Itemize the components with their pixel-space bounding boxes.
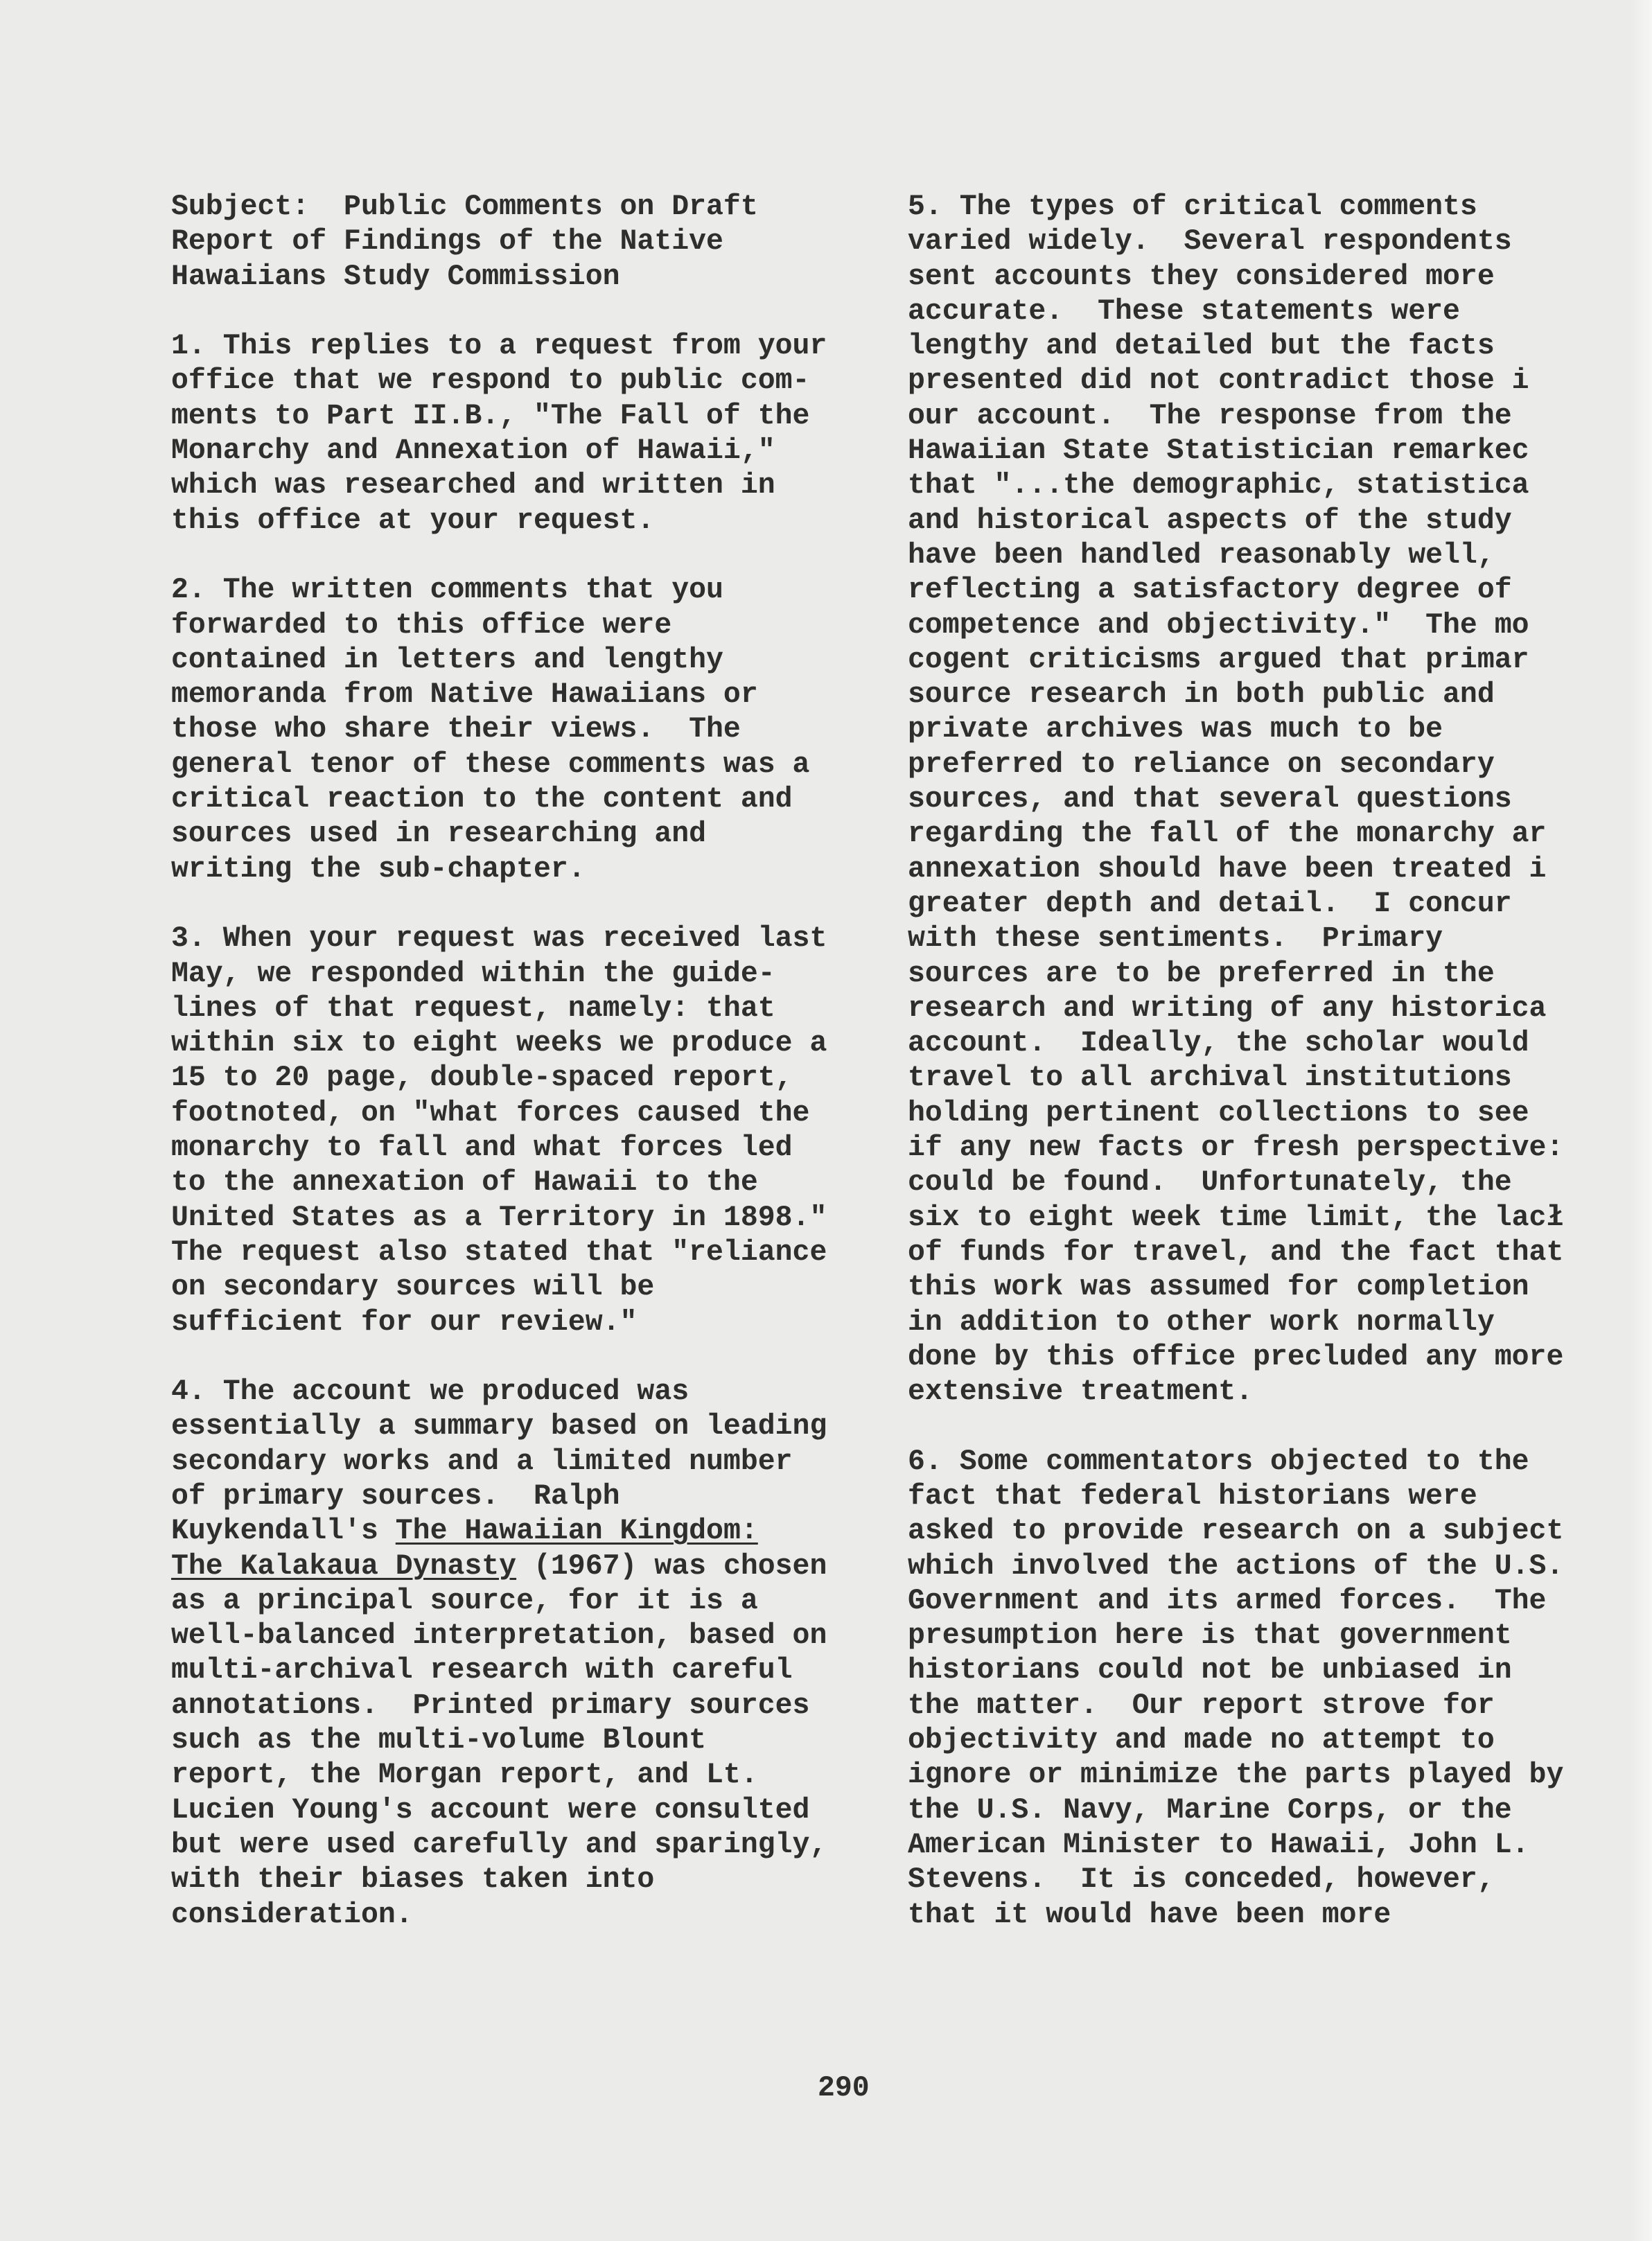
text-line: which involved the actions of the U.S. (908, 1549, 1564, 1583)
text-line: Stevens. It is conceded, however, (908, 1863, 1495, 1897)
text-line: lines of that request, namely: that (171, 992, 775, 1025)
text-line: 4. The account we produced was (171, 1376, 689, 1409)
text-line: objectivity and made no attempt to (908, 1724, 1495, 1757)
text-line: and historical aspects of the study (908, 504, 1512, 537)
text-line: extensive treatment. (908, 1376, 1254, 1409)
text-line: research and writing of any historica (908, 992, 1547, 1025)
text-line: with these sentiments. Primary (908, 922, 1443, 956)
text-line: as a principal source, for it is a (171, 1584, 758, 1617)
text-line: ignore or minimize the parts played by (908, 1759, 1564, 1792)
text-line: such as the multi-volume Blount (171, 1724, 707, 1757)
text-line: sources used in researching and (171, 818, 707, 851)
text-line: done by this office precluded any more (908, 1340, 1564, 1373)
text-line: holding pertinent collections to see (908, 1096, 1529, 1130)
text-line: competence and objectivity." The mo (908, 608, 1529, 642)
text-line: ments to Part II.B., "The Fall of the (171, 399, 810, 432)
text-line: office that we respond to public com- (171, 364, 810, 398)
text-line: May, we responded within the guide- (171, 957, 775, 990)
text-line: to the annexation of Hawaii to the (171, 1166, 758, 1199)
text-line (171, 1549, 827, 1584)
underlined-title: The Hawaiian Kingdom: (395, 1515, 758, 1548)
text-line: that "...the demographic, statistica (908, 469, 1529, 502)
text-line: Monarchy and Annexation of Hawaii," (171, 434, 775, 468)
text-line: footnoted, on "what forces caused the (171, 1096, 810, 1130)
text-line: monarchy to fall and what forces led (171, 1132, 793, 1165)
text-segment: Kuykendall's (171, 1515, 396, 1548)
underlined-title: The Kalakaua Dynasty (171, 1549, 517, 1583)
text-line: multi-archival research with careful (171, 1654, 793, 1687)
text-line: sources are to be preferred in the (908, 957, 1495, 990)
text-line: general tenor of these comments was a (171, 748, 810, 781)
text-line: have been handled reasonably well, (908, 538, 1495, 572)
text-line: with their biases taken into (171, 1863, 655, 1897)
text-line: varied widely. Several respondents (908, 225, 1512, 258)
text-line: memoranda from Native Hawaiians or (171, 678, 758, 712)
text-line: contained in letters and lengthy (171, 643, 723, 676)
text-line: that it would have been more (908, 1898, 1391, 1931)
text-line: essentially a summary based on leading (171, 1410, 827, 1443)
text-line: our account. The response from the (908, 399, 1512, 432)
text-line: this office at your request. (171, 504, 655, 537)
text-line: the U.S. Navy, Marine Corps, or the (908, 1793, 1512, 1827)
text-line: sufficient for our review." (171, 1306, 638, 1339)
text-line: secondary works and a limited number (171, 1445, 793, 1478)
text-line: cogent criticisms argued that primar (908, 643, 1529, 676)
text-line: presented did not contradict those i (908, 364, 1529, 398)
right-column (908, 190, 1563, 1967)
text-line: presumption here is that government (908, 1619, 1512, 1653)
paragraph (171, 922, 827, 1340)
text-line: 1. This replies to a request from your (171, 330, 827, 363)
text-line: fact that federal historians were (908, 1479, 1477, 1513)
text-line: 6. Some commentators objected to the (908, 1445, 1529, 1478)
text-line: private archives was much to be (908, 713, 1443, 746)
text-line: Subject: Public Comments on Draft (171, 191, 758, 223)
text-line: preferred to reliance on secondary (908, 748, 1495, 781)
text-line: asked to provide research on a subject (908, 1515, 1564, 1548)
paragraph (171, 329, 827, 538)
text-segment: (1967) was chosen (516, 1549, 827, 1583)
text-line: sources, and that several questions (908, 783, 1512, 816)
text-line: annotations. Printed primary sources (171, 1689, 810, 1722)
text-line: six to eight week time limit, the lacł (908, 1201, 1564, 1234)
text-line: could be found. Unfortunately, the (908, 1166, 1512, 1199)
text-line: 15 to 20 page, double-spaced report, (171, 1062, 793, 1095)
text-line: 2. The written comments that you (171, 574, 723, 607)
text-line (171, 1514, 827, 1549)
text-line: report, the Morgan report, and Lt. (171, 1759, 758, 1792)
paragraph (908, 190, 1563, 1409)
text-line: source research in both public and (908, 678, 1495, 712)
text-line: Government and its armed forces. The (908, 1584, 1547, 1617)
text-line: of primary sources. Ralph (171, 1479, 620, 1513)
text-line: lengthy and detailed but the facts (908, 330, 1495, 363)
text-line: this work was assumed for completion (908, 1271, 1529, 1304)
text-line: United States as a Territory in 1898." (171, 1201, 827, 1234)
text-line: on secondary sources will be (171, 1271, 655, 1304)
text-line: within six to eight weeks we produce a (171, 1027, 827, 1060)
text-line: which was researched and written in (171, 469, 775, 502)
left-column (171, 190, 827, 1967)
paragraph (171, 190, 827, 295)
text-line: Report of Findings of the Native (171, 225, 723, 258)
text-line: annexation should have been treated i (908, 852, 1547, 886)
text-line: the matter. Our report strove for (908, 1689, 1495, 1722)
paragraph (171, 573, 827, 887)
paragraph (171, 1375, 827, 1933)
text-line: The request also stated that "reliance (171, 1236, 827, 1269)
text-line: sent accounts they considered more (908, 260, 1495, 293)
page-number: 290 (818, 2072, 870, 2104)
text-line: Hawaiians Study Commission (171, 260, 620, 293)
text-line: consideration. (171, 1898, 413, 1931)
text-line: 3. When your request was received last (171, 922, 827, 956)
text-line: travel to all archival institutions (908, 1062, 1512, 1095)
text-line: historians could not be unbiased in (908, 1654, 1512, 1687)
text-line: in addition to other work normally (908, 1306, 1495, 1339)
text-line: of funds for travel, and the fact that (908, 1236, 1564, 1269)
text-line: account. Ideally, the scholar would (908, 1027, 1529, 1060)
text-line: Lucien Young's account were consulted (171, 1793, 810, 1827)
text-line: American Minister to Hawaii, John L. (908, 1828, 1529, 1861)
page-edge (1631, 0, 1652, 2241)
text-line: but were used carefully and sparingly, (171, 1828, 827, 1861)
text-line: critical reaction to the content and (171, 783, 793, 816)
text-line: those who share their views. The (171, 713, 741, 746)
text-line: reflecting a satisfactory degree of (908, 574, 1512, 607)
text-line: 5. The types of critical comments (908, 191, 1477, 223)
text-line: writing the sub-chapter. (171, 852, 586, 886)
text-line: greater depth and detail. I concur (908, 887, 1512, 920)
text-line: forwarded to this office were (171, 608, 672, 642)
text-line: accurate. These statements were (908, 295, 1460, 328)
text-line: if any new facts or fresh perspective: (908, 1132, 1564, 1165)
paragraph (908, 1445, 1563, 1933)
text-line: Hawaiian State Statistician remarkec (908, 434, 1529, 468)
text-line: well-balanced interpretation, based on (171, 1619, 827, 1653)
text-line: regarding the fall of the monarchy ar (908, 818, 1547, 851)
